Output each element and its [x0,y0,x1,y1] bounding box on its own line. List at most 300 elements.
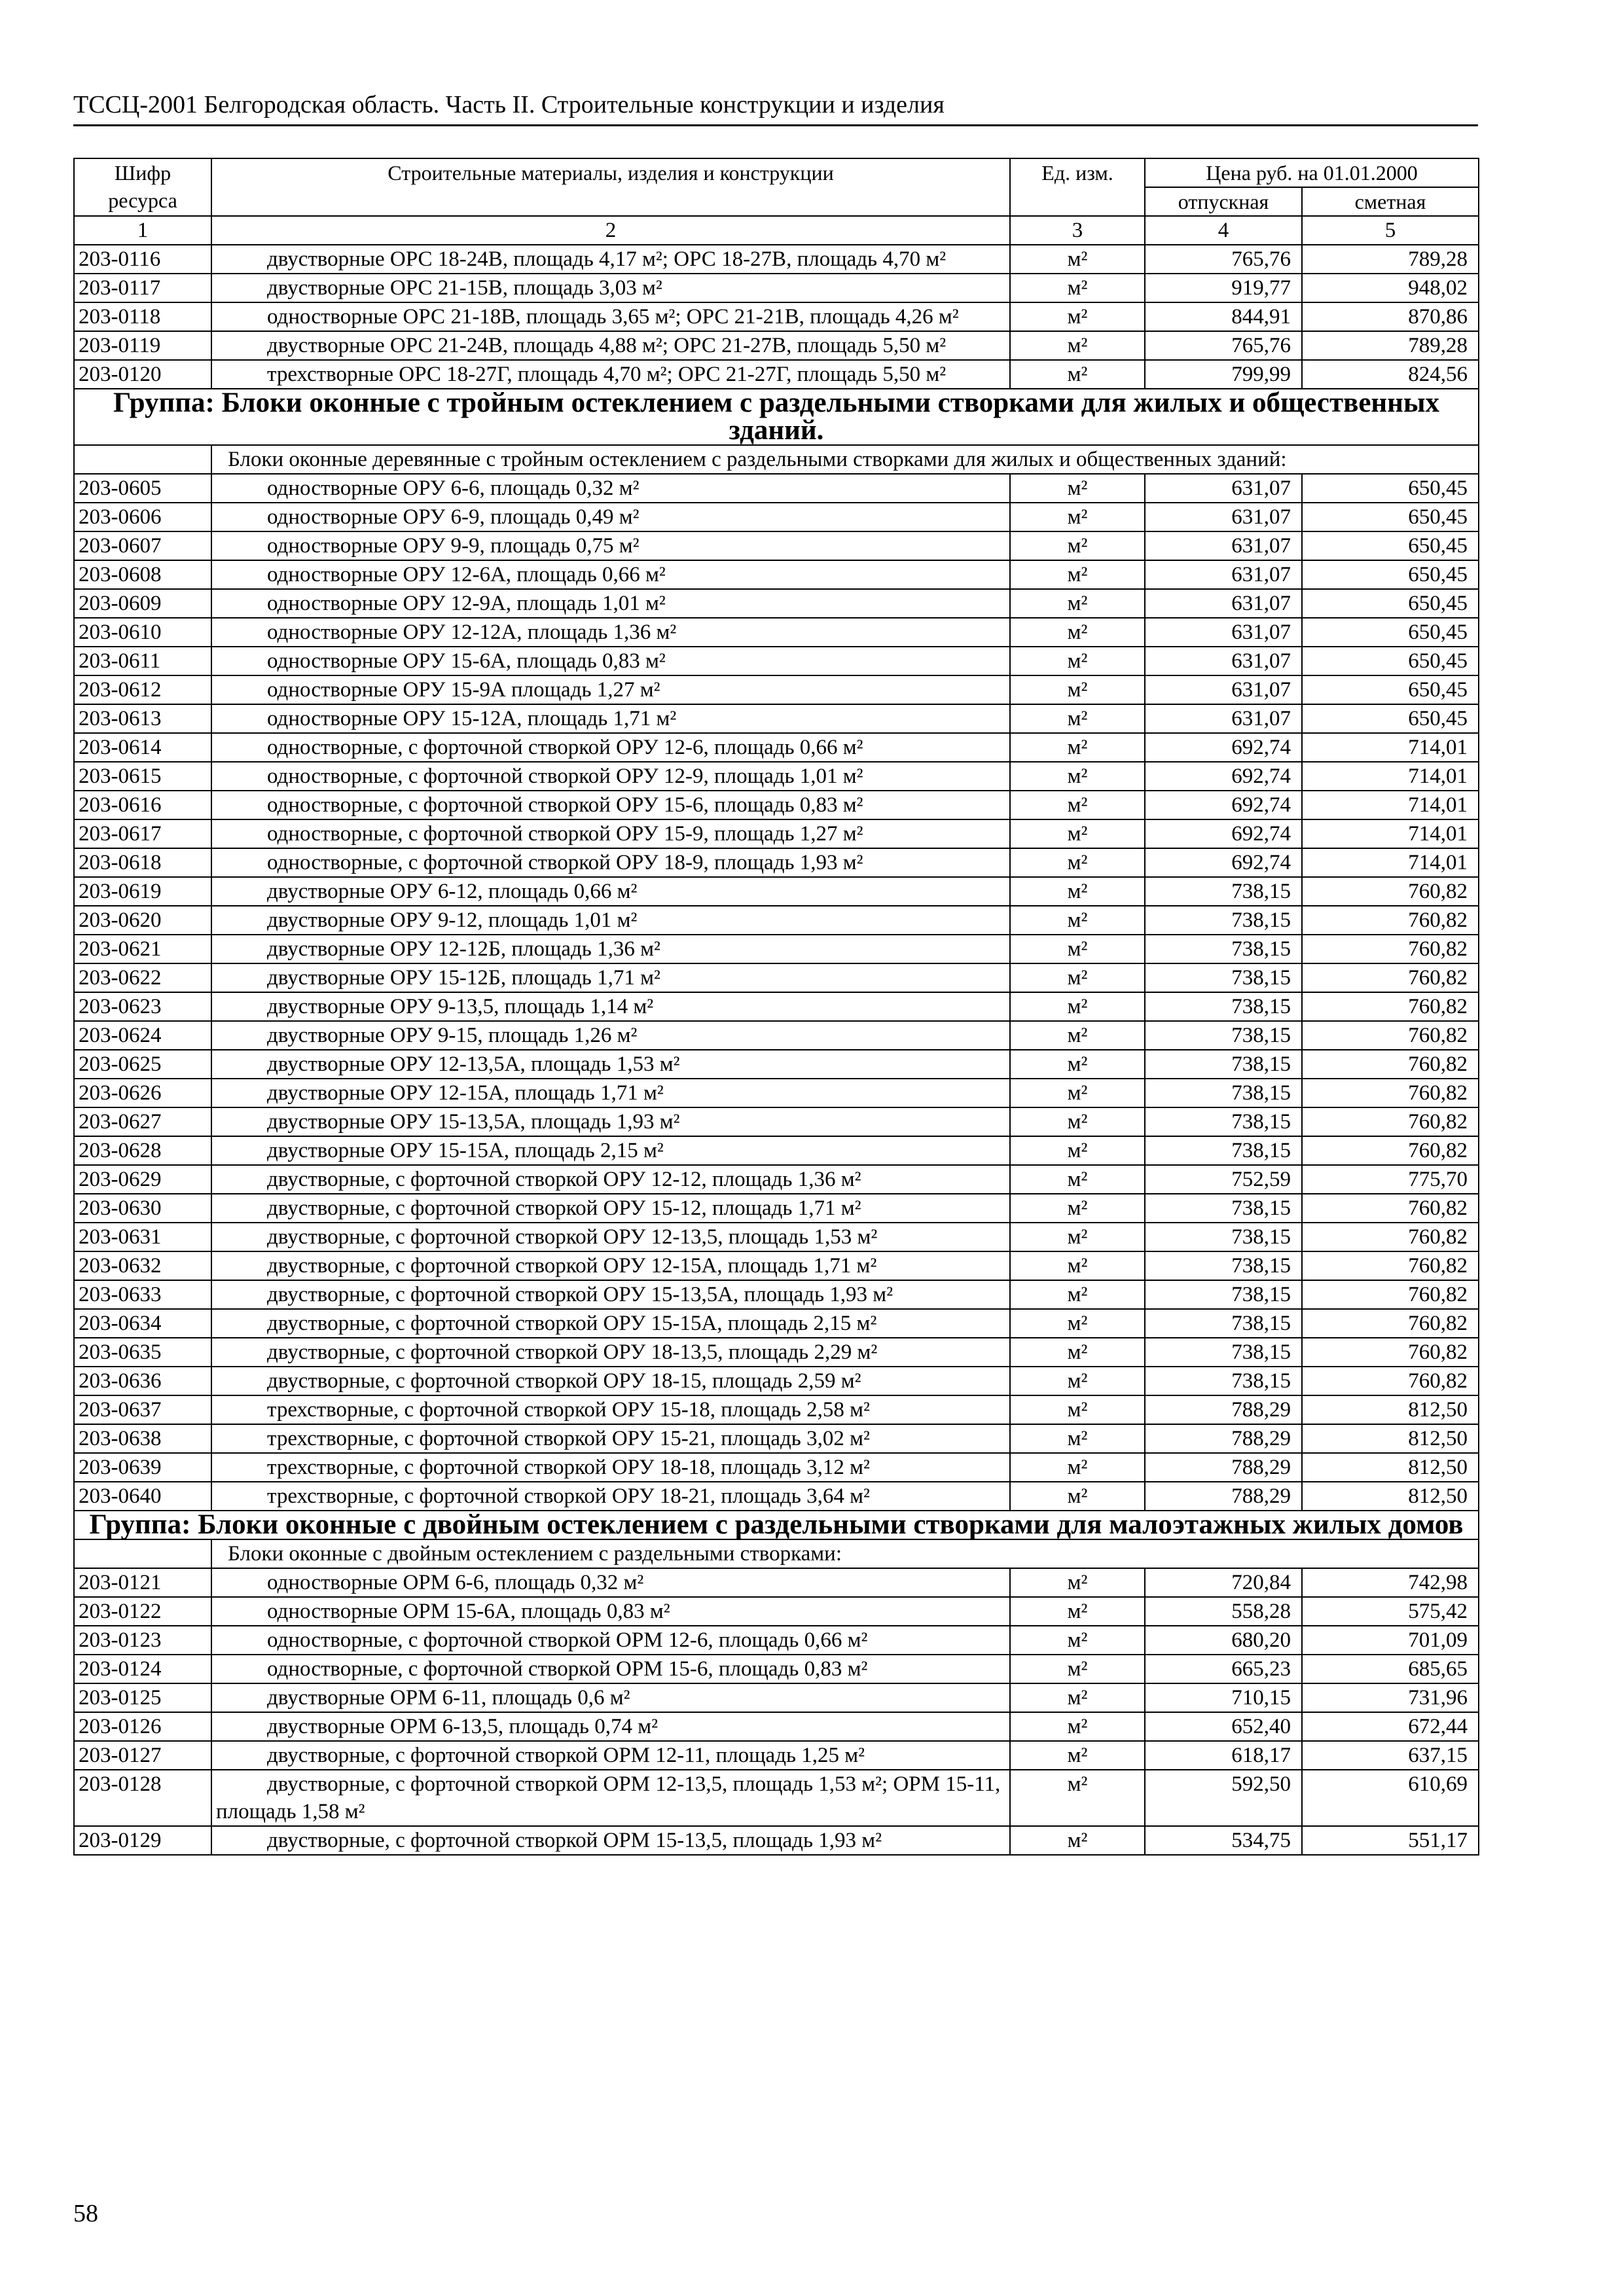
table-row [74,1826,1479,1855]
resource-code: 203-0628 [74,1136,211,1165]
release-price: 692,74 [1145,733,1302,762]
release-price: 788,29 [1145,1482,1302,1511]
table-row [74,1050,1479,1079]
table-row [74,1568,1479,1597]
unit-cell: м² [1010,935,1145,963]
column-number: 4 [1145,216,1302,245]
group-heading-row [74,1511,1479,1539]
estimate-price: 714,01 [1302,848,1479,877]
item-name: одностворные, с форточной створкой ОРУ 15-9, площадь 1,27 м² [211,819,1010,848]
unit-cell: м² [1010,1712,1145,1741]
table-row [74,1309,1479,1338]
item-name: двустворные, с форточной створкой ОРУ 18-15, площадь 2,59 м² [211,1367,1010,1395]
resource-code: 203-0615 [74,762,211,791]
column-number: 5 [1302,216,1479,245]
resource-code: 203-0120 [74,360,211,389]
resource-code: 203-0123 [74,1626,211,1655]
release-price: 631,07 [1145,704,1302,733]
resource-code: 203-0625 [74,1050,211,1079]
estimate-price: 760,82 [1302,1280,1479,1309]
table-row [74,992,1479,1021]
release-price: 738,15 [1145,1079,1302,1107]
estimate-price: 760,82 [1302,1050,1479,1079]
release-price: 631,07 [1145,618,1302,647]
release-price: 738,15 [1145,1021,1302,1050]
table-row [74,474,1479,503]
table-row [74,1395,1479,1424]
subgroup-row [74,445,1479,474]
unit-cell: м² [1010,1655,1145,1683]
release-price: 665,23 [1145,1655,1302,1683]
item-name: трехстворные, с форточной створкой ОРУ 18-21, площадь 3,64 м² [211,1482,1010,1511]
resource-code: 203-0619 [74,877,211,906]
estimate-price: 650,45 [1302,589,1479,618]
unit-cell: м² [1010,791,1145,819]
estimate-price: 760,82 [1302,1367,1479,1395]
estimate-price: 760,82 [1302,1223,1479,1251]
unit-cell: м² [1010,1165,1145,1194]
item-name: одностворные, с форточной створкой ОРМ 15-6, площадь 0,83 м² [211,1655,1010,1683]
estimate-price: 760,82 [1302,1021,1479,1050]
release-price: 618,17 [1145,1741,1302,1770]
estimate-price: 789,28 [1302,331,1479,360]
release-price: 738,15 [1145,1194,1302,1223]
estimate-price: 760,82 [1302,1136,1479,1165]
estimate-price: 760,82 [1302,906,1479,935]
table-row [74,1223,1479,1251]
column-header-name: Строительные материалы, изделия и конструкции [211,158,1010,216]
unit-cell: м² [1010,647,1145,675]
estimate-price: 714,01 [1302,762,1479,791]
release-price: 631,07 [1145,675,1302,704]
item-name: одностворные ОРУ 9-9, площадь 0,75 м² [211,531,1010,560]
table-row [74,1453,1479,1482]
table-row [74,503,1479,531]
item-name: одностворные, с форточной створкой ОРУ 12-6, площадь 0,66 м² [211,733,1010,762]
resource-code: 203-0632 [74,1251,211,1280]
estimate-price: 685,65 [1302,1655,1479,1683]
estimate-price: 650,45 [1302,531,1479,560]
unit-cell: м² [1010,589,1145,618]
resource-code: 203-0627 [74,1107,211,1136]
table-row [74,1655,1479,1683]
column-header-release: отпускная [1145,187,1302,216]
estimate-price: 650,45 [1302,647,1479,675]
unit-cell: м² [1010,474,1145,503]
resource-code: 203-0606 [74,503,211,531]
release-price: 738,15 [1145,1107,1302,1136]
release-price: 919,77 [1145,274,1302,302]
unit-cell: м² [1010,877,1145,906]
estimate-price: 760,82 [1302,1338,1479,1367]
release-price: 738,15 [1145,877,1302,906]
estimate-price: 824,56 [1302,360,1479,389]
item-name: двустворные, с форточной створкой ОРУ 15-13,5А, площадь 1,93 м² [211,1280,1010,1309]
table-row [74,1597,1479,1626]
subgroup-row [74,1539,1479,1568]
estimate-price: 650,45 [1302,503,1479,531]
estimate-price: 731,96 [1302,1683,1479,1712]
item-name: двустворные ОРУ 15-12Б, площадь 1,71 м² [211,963,1010,992]
release-price: 738,15 [1145,992,1302,1021]
unit-cell: м² [1010,245,1145,274]
resource-code: 203-0626 [74,1079,211,1107]
release-price: 738,15 [1145,1309,1302,1338]
unit-cell: м² [1010,1021,1145,1050]
release-price: 631,07 [1145,503,1302,531]
subgroup-heading: Блоки оконные деревянные с тройным остеклением с раздельными створками для жилых и общественных зданий: [211,445,1479,474]
resource-code: 203-0605 [74,474,211,503]
resource-code: 203-0119 [74,331,211,360]
table-row [74,1194,1479,1223]
item-name: двустворные ОРУ 15-13,5А, площадь 1,93 м² [211,1107,1010,1136]
resource-code: 203-0635 [74,1338,211,1367]
item-name: двустворные ОРС 18-24В, площадь 4,17 м²; ОРС 18-27В, площадь 4,70 м² [211,245,1010,274]
item-name: двустворные ОРУ 9-13,5, площадь 1,14 м² [211,992,1010,1021]
item-name: двустворные, с форточной створкой ОРМ 12-13,5, площадь 1,53 м²; ОРМ 15-11, площадь 1,58 м² [211,1770,1010,1826]
table-row [74,331,1479,360]
item-name: двустворные ОРС 21-24В, площадь 4,88 м²; ОРС 21-27В, площадь 5,50 м² [211,331,1010,360]
resource-code: 203-0622 [74,963,211,992]
release-price: 752,59 [1145,1165,1302,1194]
estimate-price: 812,50 [1302,1424,1479,1453]
resource-code: 203-0128 [74,1770,211,1826]
item-name: двустворные, с форточной створкой ОРУ 15-12, площадь 1,71 м² [211,1194,1010,1223]
release-price: 738,15 [1145,1251,1302,1280]
estimate-price: 870,86 [1302,302,1479,331]
resource-code: 203-0609 [74,589,211,618]
item-name: одностворные ОРУ 6-6, площадь 0,32 м² [211,474,1010,503]
item-name: трехстворные, с форточной створкой ОРУ 18-18, площадь 3,12 м² [211,1453,1010,1482]
empty-cell [74,1539,211,1568]
table-row [74,733,1479,762]
table-row [74,791,1479,819]
column-header-price: Цена руб. на 01.01.2000 [1145,158,1479,187]
release-price: 631,07 [1145,560,1302,589]
resource-code: 203-0126 [74,1712,211,1741]
table-row [74,1021,1479,1050]
release-price: 631,07 [1145,589,1302,618]
table-row [74,647,1479,675]
estimate-price: 650,45 [1302,704,1479,733]
release-price: 710,15 [1145,1683,1302,1712]
estimate-price: 701,09 [1302,1626,1479,1655]
item-name: трехстворные, с форточной створкой ОРУ 15-21, площадь 3,02 м² [211,1424,1010,1453]
unit-cell: м² [1010,1280,1145,1309]
unit-cell: м² [1010,618,1145,647]
unit-cell: м² [1010,1338,1145,1367]
unit-cell: м² [1010,1050,1145,1079]
unit-cell: м² [1010,1770,1145,1826]
price-table [73,158,1479,1856]
resource-code: 203-0640 [74,1482,211,1511]
group-heading: Группа: Блоки оконные с двойным остеклением с раздельными створками для малоэтажных жилых домов [74,1511,1479,1539]
item-name: одностворные ОРС 21-18В, площадь 3,65 м²; ОРС 21-21В, площадь 4,26 м² [211,302,1010,331]
unit-cell: м² [1010,848,1145,877]
estimate-price: 742,98 [1302,1568,1479,1597]
resource-code: 203-0639 [74,1453,211,1482]
table-row [74,1741,1479,1770]
table-row [74,302,1479,331]
estimate-price: 650,45 [1302,474,1479,503]
table-row [74,1251,1479,1280]
resource-code: 203-0129 [74,1826,211,1855]
release-price: 738,15 [1145,1050,1302,1079]
resource-code: 203-0607 [74,531,211,560]
item-name: двустворные ОРУ 12-13,5А, площадь 1,53 м² [211,1050,1010,1079]
estimate-price: 650,45 [1302,675,1479,704]
estimate-price: 812,50 [1302,1453,1479,1482]
unit-cell: м² [1010,819,1145,848]
release-price: 799,99 [1145,360,1302,389]
resource-code: 203-0118 [74,302,211,331]
table-row [74,560,1479,589]
table-row [74,704,1479,733]
unit-cell: м² [1010,1482,1145,1511]
group-heading: Группа: Блоки оконные с тройным остеклением с раздельными створками для жилых и общественных зданий. [74,389,1479,445]
table-row [74,963,1479,992]
estimate-price: 575,42 [1302,1597,1479,1626]
estimate-price: 812,50 [1302,1482,1479,1511]
resource-code: 203-0620 [74,906,211,935]
unit-cell: м² [1010,1741,1145,1770]
unit-cell: м² [1010,1251,1145,1280]
item-name: одностворные, с форточной створкой ОРУ 18-9, площадь 1,93 м² [211,848,1010,877]
item-name: трехстворные ОРС 18-27Г, площадь 4,70 м²; ОРС 21-27Г, площадь 5,50 м² [211,360,1010,389]
unit-cell: м² [1010,1826,1145,1855]
resource-code: 203-0624 [74,1021,211,1050]
column-header-code: Шифр ресурса [74,158,211,216]
release-price: 765,76 [1145,331,1302,360]
release-price: 680,20 [1145,1626,1302,1655]
table-row [74,935,1479,963]
estimate-price: 650,45 [1302,560,1479,589]
estimate-price: 760,82 [1302,877,1479,906]
table-row [74,877,1479,906]
release-price: 692,74 [1145,791,1302,819]
item-name: одностворные ОРУ 6-9, площадь 0,49 м² [211,503,1010,531]
release-price: 765,76 [1145,245,1302,274]
item-name: двустворные ОРУ 12-12Б, площадь 1,36 м² [211,935,1010,963]
table-row [74,1712,1479,1741]
table-row [74,1482,1479,1511]
estimate-price: 760,82 [1302,1194,1479,1223]
unit-cell: м² [1010,963,1145,992]
table-row [74,1683,1479,1712]
table-row [74,245,1479,274]
item-name: одностворные ОРМ 6-6, площадь 0,32 м² [211,1568,1010,1597]
release-price: 738,15 [1145,935,1302,963]
release-price: 631,07 [1145,647,1302,675]
resource-code: 203-0127 [74,1741,211,1770]
unit-cell: м² [1010,1626,1145,1655]
release-price: 692,74 [1145,848,1302,877]
estimate-price: 760,82 [1302,1107,1479,1136]
estimate-price: 760,82 [1302,992,1479,1021]
estimate-price: 775,70 [1302,1165,1479,1194]
estimate-price: 760,82 [1302,1079,1479,1107]
unit-cell: м² [1010,733,1145,762]
estimate-price: 650,45 [1302,618,1479,647]
unit-cell: м² [1010,360,1145,389]
item-name: двустворные ОРУ 9-12, площадь 1,01 м² [211,906,1010,935]
item-name: трехстворные, с форточной створкой ОРУ 15-18, площадь 2,58 м² [211,1395,1010,1424]
table-row [74,1338,1479,1367]
unit-cell: м² [1010,302,1145,331]
resource-code: 203-0116 [74,245,211,274]
item-name: двустворные ОРУ 6-12, площадь 0,66 м² [211,877,1010,906]
unit-cell: м² [1010,503,1145,531]
table-row [74,906,1479,935]
estimate-price: 812,50 [1302,1395,1479,1424]
item-name: двустворные, с форточной створкой ОРУ 12-13,5, площадь 1,53 м² [211,1223,1010,1251]
release-price: 692,74 [1145,762,1302,791]
unit-cell: м² [1010,531,1145,560]
estimate-price: 948,02 [1302,274,1479,302]
header-row [74,158,1479,187]
release-price: 652,40 [1145,1712,1302,1741]
unit-cell: м² [1010,1194,1145,1223]
item-name: двустворные, с форточной створкой ОРУ 12-15А, площадь 1,71 м² [211,1251,1010,1280]
subgroup-heading: Блоки оконные с двойным остеклением с раздельными створками: [211,1539,1479,1568]
table-row [74,1165,1479,1194]
resource-code: 203-0637 [74,1395,211,1424]
release-price: 631,07 [1145,474,1302,503]
item-name: двустворные, с форточной створкой ОРМ 15-13,5, площадь 1,93 м² [211,1826,1010,1855]
page-header: ТССЦ-2001 Белгородская область. Часть II. Строительные конструкции и изделия [73,86,1478,126]
unit-cell: м² [1010,1223,1145,1251]
release-price: 738,15 [1145,1280,1302,1309]
estimate-price: 789,28 [1302,245,1479,274]
resource-code: 203-0611 [74,647,211,675]
item-name: одностворные ОРУ 15-9А площадь 1,27 м² [211,675,1010,704]
resource-code: 203-0636 [74,1367,211,1395]
release-price: 631,07 [1145,531,1302,560]
unit-cell: м² [1010,1683,1145,1712]
unit-cell: м² [1010,1424,1145,1453]
resource-code: 203-0629 [74,1165,211,1194]
table-row [74,762,1479,791]
estimate-price: 760,82 [1302,1251,1479,1280]
item-name: одностворные, с форточной створкой ОРМ 12-6, площадь 0,66 м² [211,1626,1010,1655]
item-name: одностворные, с форточной створкой ОРУ 12-9, площадь 1,01 м² [211,762,1010,791]
unit-cell: м² [1010,1568,1145,1597]
page-number: 58 [73,2200,98,2227]
release-price: 738,15 [1145,1223,1302,1251]
unit-cell: м² [1010,906,1145,935]
resource-code: 203-0122 [74,1597,211,1626]
resource-code: 203-0617 [74,819,211,848]
resource-code: 203-0125 [74,1683,211,1712]
estimate-price: 551,17 [1302,1826,1479,1855]
unit-cell: м² [1010,1309,1145,1338]
item-name: одностворные ОРУ 12-6А, площадь 0,66 м² [211,560,1010,589]
column-header-estimate: сметная [1302,187,1479,216]
resource-code: 203-0633 [74,1280,211,1309]
estimate-price: 714,01 [1302,733,1479,762]
release-price: 720,84 [1145,1568,1302,1597]
unit-cell: м² [1010,331,1145,360]
unit-cell: м² [1010,762,1145,791]
release-price: 692,74 [1145,819,1302,848]
item-name: двустворные, с форточной створкой ОРУ 15-15А, площадь 2,15 м² [211,1309,1010,1338]
table-row [74,1136,1479,1165]
resource-code: 203-0630 [74,1194,211,1223]
column-number-row [74,216,1479,245]
table-row [74,1280,1479,1309]
item-name: двустворные ОРУ 15-15А, площадь 2,15 м² [211,1136,1010,1165]
resource-code: 203-0610 [74,618,211,647]
estimate-price: 760,82 [1302,935,1479,963]
resource-code: 203-0614 [74,733,211,762]
resource-code: 203-0623 [74,992,211,1021]
resource-code: 203-0621 [74,935,211,963]
unit-cell: м² [1010,1367,1145,1395]
unit-cell: м² [1010,1453,1145,1482]
item-name: двустворные ОРУ 12-15А, площадь 1,71 м² [211,1079,1010,1107]
unit-cell: м² [1010,1136,1145,1165]
release-price: 738,15 [1145,963,1302,992]
release-price: 592,50 [1145,1770,1302,1826]
table-row [74,589,1479,618]
release-price: 788,29 [1145,1453,1302,1482]
resource-code: 203-0618 [74,848,211,877]
release-price: 788,29 [1145,1424,1302,1453]
estimate-price: 672,44 [1302,1712,1479,1741]
release-price: 788,29 [1145,1395,1302,1424]
item-name: одностворные ОРУ 12-9А, площадь 1,01 м² [211,589,1010,618]
release-price: 844,91 [1145,302,1302,331]
unit-cell: м² [1010,992,1145,1021]
release-price: 534,75 [1145,1826,1302,1855]
empty-cell [74,445,211,474]
release-price: 558,28 [1145,1597,1302,1626]
resource-code: 203-0608 [74,560,211,589]
resource-code: 203-0638 [74,1424,211,1453]
release-price: 738,15 [1145,1338,1302,1367]
release-price: 738,15 [1145,1367,1302,1395]
resource-code: 203-0631 [74,1223,211,1251]
resource-code: 203-0121 [74,1568,211,1597]
resource-code: 203-0124 [74,1655,211,1683]
estimate-price: 760,82 [1302,963,1479,992]
resource-code: 203-0634 [74,1309,211,1338]
table-row [74,274,1479,302]
estimate-price: 610,69 [1302,1770,1479,1826]
estimate-price: 637,15 [1302,1741,1479,1770]
table-row [74,819,1479,848]
table-row [74,1107,1479,1136]
item-name: одностворные ОРУ 15-6А, площадь 0,83 м² [211,647,1010,675]
resource-code: 203-0612 [74,675,211,704]
table-row [74,1367,1479,1395]
item-name: двустворные, с форточной створкой ОРУ 18-13,5, площадь 2,29 м² [211,1338,1010,1367]
item-name: одностворные ОРМ 15-6А, площадь 0,83 м² [211,1597,1010,1626]
table-row [74,848,1479,877]
unit-cell: м² [1010,560,1145,589]
table-row [74,675,1479,704]
resource-code: 203-0616 [74,791,211,819]
item-name: двустворные ОРМ 6-11, площадь 0,6 м² [211,1683,1010,1712]
table-row [74,360,1479,389]
estimate-price: 714,01 [1302,791,1479,819]
group-heading-row [74,389,1479,445]
resource-code: 203-0117 [74,274,211,302]
column-number: 2 [211,216,1010,245]
item-name: двустворные ОРУ 9-15, площадь 1,26 м² [211,1021,1010,1050]
column-header-unit: Ед. изм. [1010,158,1145,216]
unit-cell: м² [1010,1107,1145,1136]
